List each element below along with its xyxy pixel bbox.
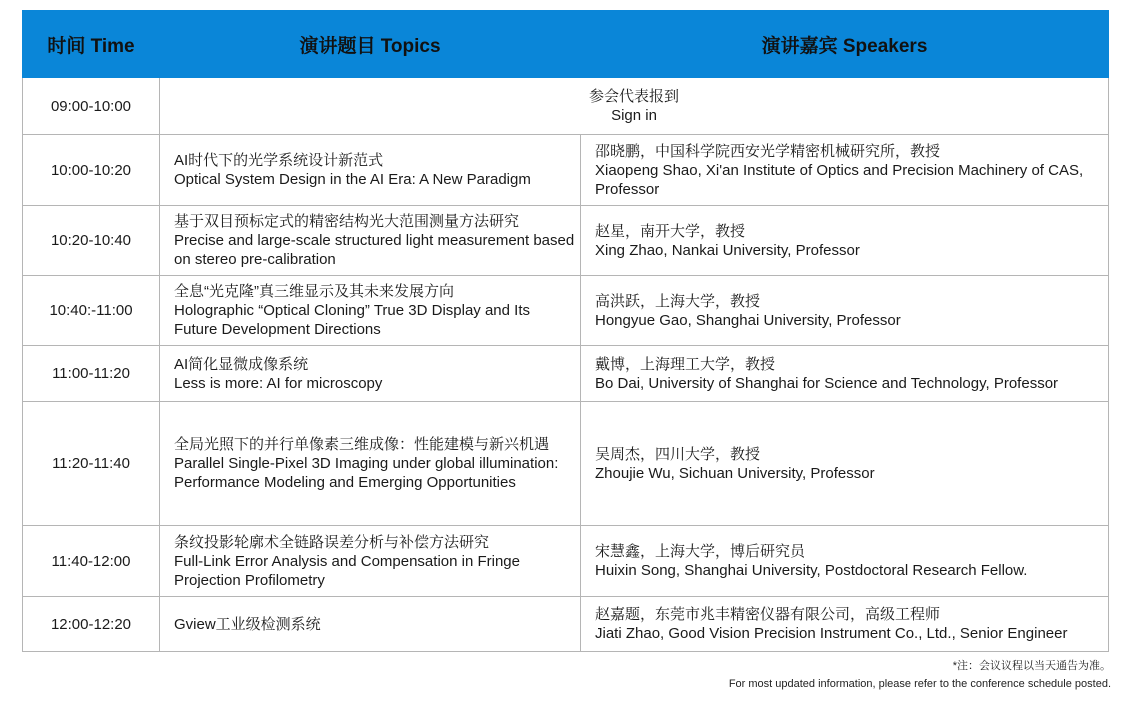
signin-time: 09:00-10:00 bbox=[23, 78, 160, 135]
topic-zh: 全息“光克隆”真三维显示及其未来发展方向 bbox=[174, 283, 454, 300]
table-row bbox=[23, 206, 1109, 276]
speaker-en: Hongyue Gao, Shanghai University, Professor bbox=[595, 311, 901, 329]
row-topic bbox=[160, 206, 581, 276]
table-row bbox=[23, 346, 1109, 402]
row-speaker bbox=[581, 597, 1109, 652]
signin-cell bbox=[160, 78, 1109, 135]
topic-zh: Gview工业级检测系统 bbox=[174, 615, 321, 633]
row-time: 11:00-11:20 bbox=[23, 346, 160, 402]
speaker-zh: 高洪跃，上海大学，教授 bbox=[595, 292, 761, 310]
table-row bbox=[23, 135, 1109, 206]
topic-zh: AI简化显微成像系统 bbox=[174, 355, 309, 373]
header-topics: 演讲题目 Topics bbox=[160, 11, 581, 78]
topic-zh: 条纹投影轮廓术全链路误差分析与补偿方法研究 bbox=[174, 533, 490, 551]
table-row bbox=[23, 526, 1109, 597]
row-topic bbox=[160, 276, 581, 346]
table-row bbox=[23, 597, 1109, 652]
row-speaker bbox=[581, 346, 1109, 402]
speaker-en: Zhoujie Wu, Sichuan University, Professor bbox=[595, 464, 875, 482]
row-time: 10:20-10:40 bbox=[23, 206, 160, 276]
row-topic bbox=[160, 597, 581, 652]
footnote-zh: *注：会议议程以当天通告为准。 bbox=[952, 660, 1111, 672]
signin-en: Sign in bbox=[611, 107, 657, 124]
speaker-zh: 赵嘉题，东莞市兆丰精密仪器有限公司，高级工程师 bbox=[595, 606, 941, 623]
topic-en: Parallel Single-Pixel 3D Imaging under global illumination: Performance Modeling and Emerging Opportunities bbox=[174, 455, 559, 491]
header-time: 时间 Time bbox=[23, 11, 160, 78]
speaker-zh: 戴博，上海理工大学，教授 bbox=[595, 355, 776, 373]
row-speaker bbox=[581, 402, 1109, 526]
row-topic bbox=[160, 346, 581, 402]
agenda-table bbox=[22, 10, 1109, 652]
speaker-en: Huixin Song, Shanghai University, Postdoctoral Research Fellow. bbox=[595, 562, 1028, 579]
topic-zh: 基于双目预标定式的精密结构光大范围测量方法研究 bbox=[174, 213, 520, 230]
topic-en: Full-Link Error Analysis and Compensation in Fringe Projection Profilometry bbox=[174, 552, 520, 589]
header-row bbox=[23, 11, 1109, 78]
row-topic bbox=[160, 526, 581, 597]
table-row bbox=[23, 276, 1109, 346]
row-time: 11:20-11:40 bbox=[23, 402, 160, 526]
signin-zh: 参会代表报到 bbox=[588, 88, 679, 105]
row-speaker bbox=[581, 526, 1109, 597]
footnote-en: For most updated information, please refer to the conference schedule posted. bbox=[728, 678, 1111, 690]
speaker-zh: 赵星，南开大学，教授 bbox=[595, 222, 746, 240]
row-topic bbox=[160, 135, 581, 206]
signin-row bbox=[23, 78, 1109, 135]
speaker-en: Bo Dai, University of Shanghai for Science and Technology, Professor bbox=[595, 374, 1059, 392]
row-time: 10:40:-11:00 bbox=[23, 276, 160, 346]
row-time: 11:40-12:00 bbox=[23, 526, 160, 597]
speaker-zh: 吴周杰，四川大学，教授 bbox=[595, 445, 761, 463]
speaker-zh: 邵晓鹏，中国科学院西安光学精密机械研究所，教授 bbox=[595, 142, 941, 160]
footnote bbox=[729, 657, 1111, 693]
row-speaker bbox=[581, 206, 1109, 276]
row-time: 12:00-12:20 bbox=[23, 597, 160, 652]
row-speaker bbox=[581, 135, 1109, 206]
speaker-en: Jiati Zhao, Good Vision Precision Instrument Co., Ltd., Senior Engineer bbox=[595, 625, 1068, 642]
speaker-zh: 宋慧鑫，上海大学，博后研究员 bbox=[595, 543, 806, 560]
topic-en: Precise and large-scale structured light measurement based on stereo pre-calibration bbox=[174, 232, 575, 268]
row-topic bbox=[160, 402, 581, 526]
row-speaker bbox=[581, 276, 1109, 346]
topic-zh: AI时代下的光学系统设计新范式 bbox=[174, 152, 384, 169]
topic-en: Optical System Design in the AI Era: A New Paradigm bbox=[174, 171, 531, 188]
topic-en: Holographic “Optical Cloning” True 3D Display and Its Future Development Directions bbox=[174, 302, 530, 338]
speaker-en: Xiaopeng Shao, Xi'an Institute of Optics and Precision Machinery of CAS, Professor bbox=[595, 161, 1084, 198]
speaker-en: Xing Zhao, Nankai University, Professor bbox=[595, 241, 860, 259]
header-speakers: 演讲嘉宾 Speakers bbox=[581, 11, 1109, 78]
table-row bbox=[23, 402, 1109, 526]
row-time: 10:00-10:20 bbox=[23, 135, 160, 206]
topic-zh: 全局光照下的并行单像素三维成像：性能建模与新兴机遇 bbox=[174, 436, 550, 453]
topic-en: Less is more: AI for microscopy bbox=[174, 374, 383, 392]
